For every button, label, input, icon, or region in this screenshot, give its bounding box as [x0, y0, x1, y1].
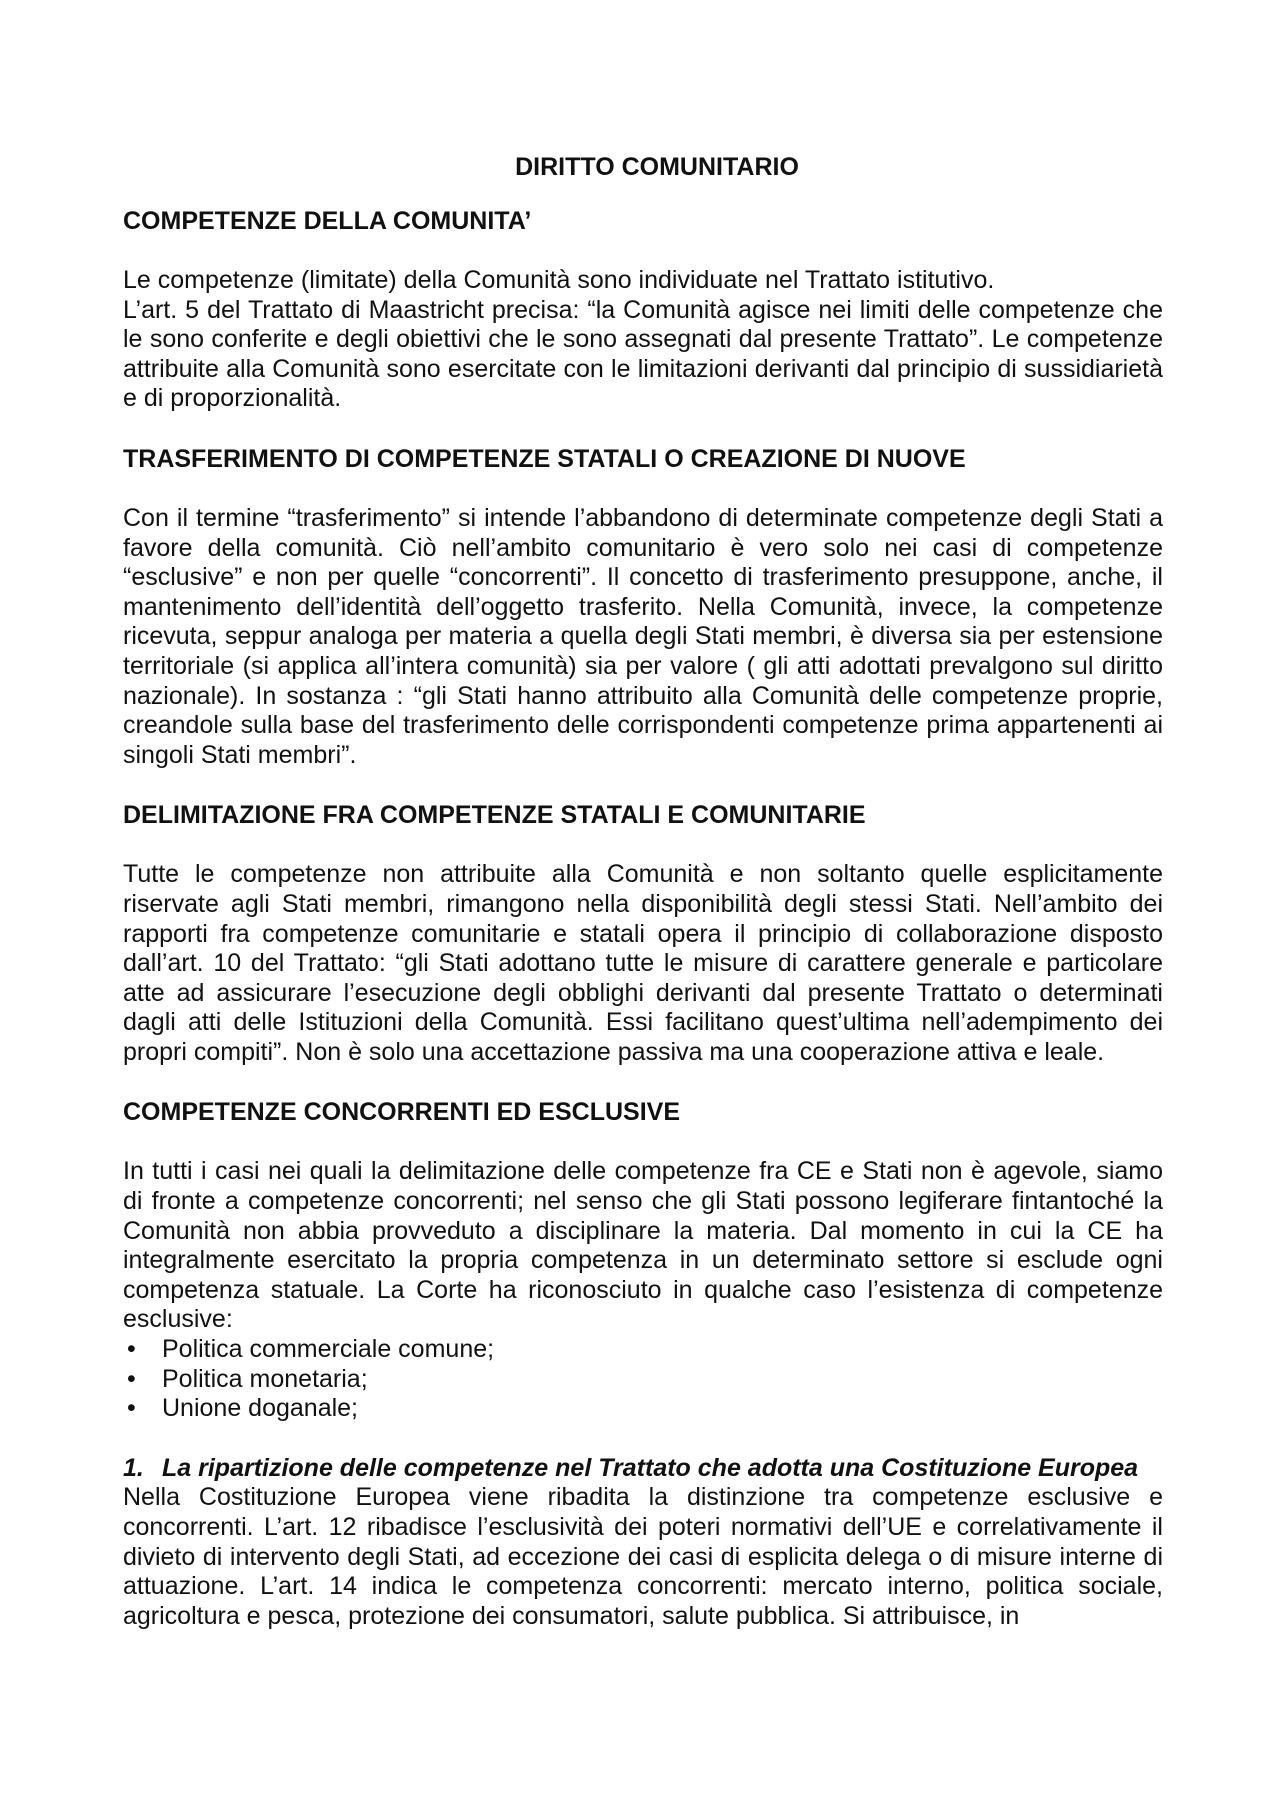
bullet-icon: • [127, 1394, 136, 1423]
section-heading: COMPETENZE CONCORRENTI ED ESCLUSIVE [123, 1098, 680, 1127]
list-item [123, 1335, 1163, 1365]
bullet-icon: • [127, 1364, 136, 1393]
paragraph: Le competenze (limitate) della Comunità sono individuate nel Trattato istitutivo. [123, 266, 995, 294]
section-delimitazione [123, 800, 1163, 1067]
section-costituzione-europea [123, 1454, 1163, 1632]
section-heading: DELIMITAZIONE FRA COMPETENZE STATALI E COMUNITARIE [123, 801, 866, 830]
section-concorrenti-esclusive [123, 1097, 1163, 1423]
list-item [123, 1365, 1163, 1395]
bullet-list [123, 1335, 1163, 1424]
section-competenze-comunita [123, 206, 1163, 414]
list-item-text: Unione doganale; [162, 1394, 358, 1423]
heading-number: 1. [123, 1453, 144, 1482]
document-title: DIRITTO COMUNITARIO [515, 153, 799, 181]
paragraph: Con il termine “trasferimento” si intende l’abbandono di determinate competenze degli Stati a favore della comunità. Ciò nell’ambito comunitario è vero solo nei casi di competenze “esclusive” e non per quelle “concorrenti”. Il concetto di trasferimento presuppone, anche, il mantenimento dell’identità dell’oggetto trasferito. Nella Comunità, invece, la competenze ricevuta, seppur analoga per materia a quella degli Stati membri, è diversa sia per estensione territoriale (si applica all’intera comunità) sia per valore ( gli atti adottati prevalgono sul diritto nazionale). In sostanza : “gli Stati hanno attribuito alla Comunità delle competenze proprie, creandole sulla base del trasferimento delle corrispondenti competenze prima appartenenti ai singoli Stati membri”. [123, 503, 1163, 769]
section-trasferimento [123, 444, 1163, 770]
list-item-text: Politica monetaria; [162, 1364, 368, 1393]
paragraph: In tutti i casi nei quali la delimitazione delle competenze fra CE e Stati non è agevole, siamo di fronte a competenze concorrenti; nel senso che gli Stati possono legiferare fintantoché la Comunità non abbia provveduto a disciplinare la materia. Dal momento in cui la CE ha integralmente esercitato la propria competenza in un determinato settore si esclude ogni competenza statuale. La Corte ha riconosciuto in qualche caso l’esistenza di competenze esclusive: [123, 1157, 1163, 1334]
paragraph: L’art. 5 del Trattato di Maastricht precisa: “la Comunità agisce nei limiti delle competenze che le sono conferite e degli obiettivi che le sono assegnati dal presente Trattato”. Le competenze attribuite alla Comunità sono esercitate con le limitazioni derivanti dal principio di sussidiarietà e di proporzionalità. [123, 295, 1163, 413]
bullet-icon: • [127, 1335, 136, 1364]
section-heading: TRASFERIMENTO DI COMPETENZE STATALI O CREAZIONE DI NUOVE [123, 444, 966, 473]
paragraph: Nella Costituzione Europea viene ribadita la distinzione tra competenze esclusive e concorrenti. L’art. 12 ribadisce l’esclusività dei poteri normativi dell’UE e correlativamente il divieto di intervento degli Stati, ad eccezione dei casi di esplicita delega o di misure interne di attuazione. L’art. 14 indica le competenza concorrenti: mercato interno, politica sociale, agricoltura e pesca, protezione dei consumatori, salute pubblica. Si attribuisce, in [123, 1483, 1163, 1630]
list-item [123, 1394, 1163, 1424]
paragraph: Tutte le competenze non attribuite alla Comunità e non soltanto quelle esplicitamente riservate agli Stati membri, rimangono nella disponibilità degli stessi Stati. Nell’ambito dei rapporti fra competenze comunitarie e statali opera il principio di collaborazione disposto dall’art. 10 del Trattato: “gli Stati adottano tutte le misure di carattere generale e particolare atte ad assicurare l’esecuzione degli obblighi derivanti dal presente Trattato o determinati dagli atti delle Istituzioni della Comunità. Essi facilitano quest’ultima nell’adempimento dei propri compiti”. Non è solo una accettazione passiva ma una cooperazione attiva e leale. [123, 860, 1163, 1066]
document-content [123, 152, 1163, 1631]
list-item-text: Politica commerciale comune; [162, 1335, 495, 1364]
numbered-heading [123, 1454, 1163, 1484]
section-heading: COMPETENZE DELLA COMUNITA’ [123, 207, 532, 235]
heading-text: La ripartizione delle competenze nel Trattato che adotta una Costituzione Europea [162, 1453, 1139, 1482]
